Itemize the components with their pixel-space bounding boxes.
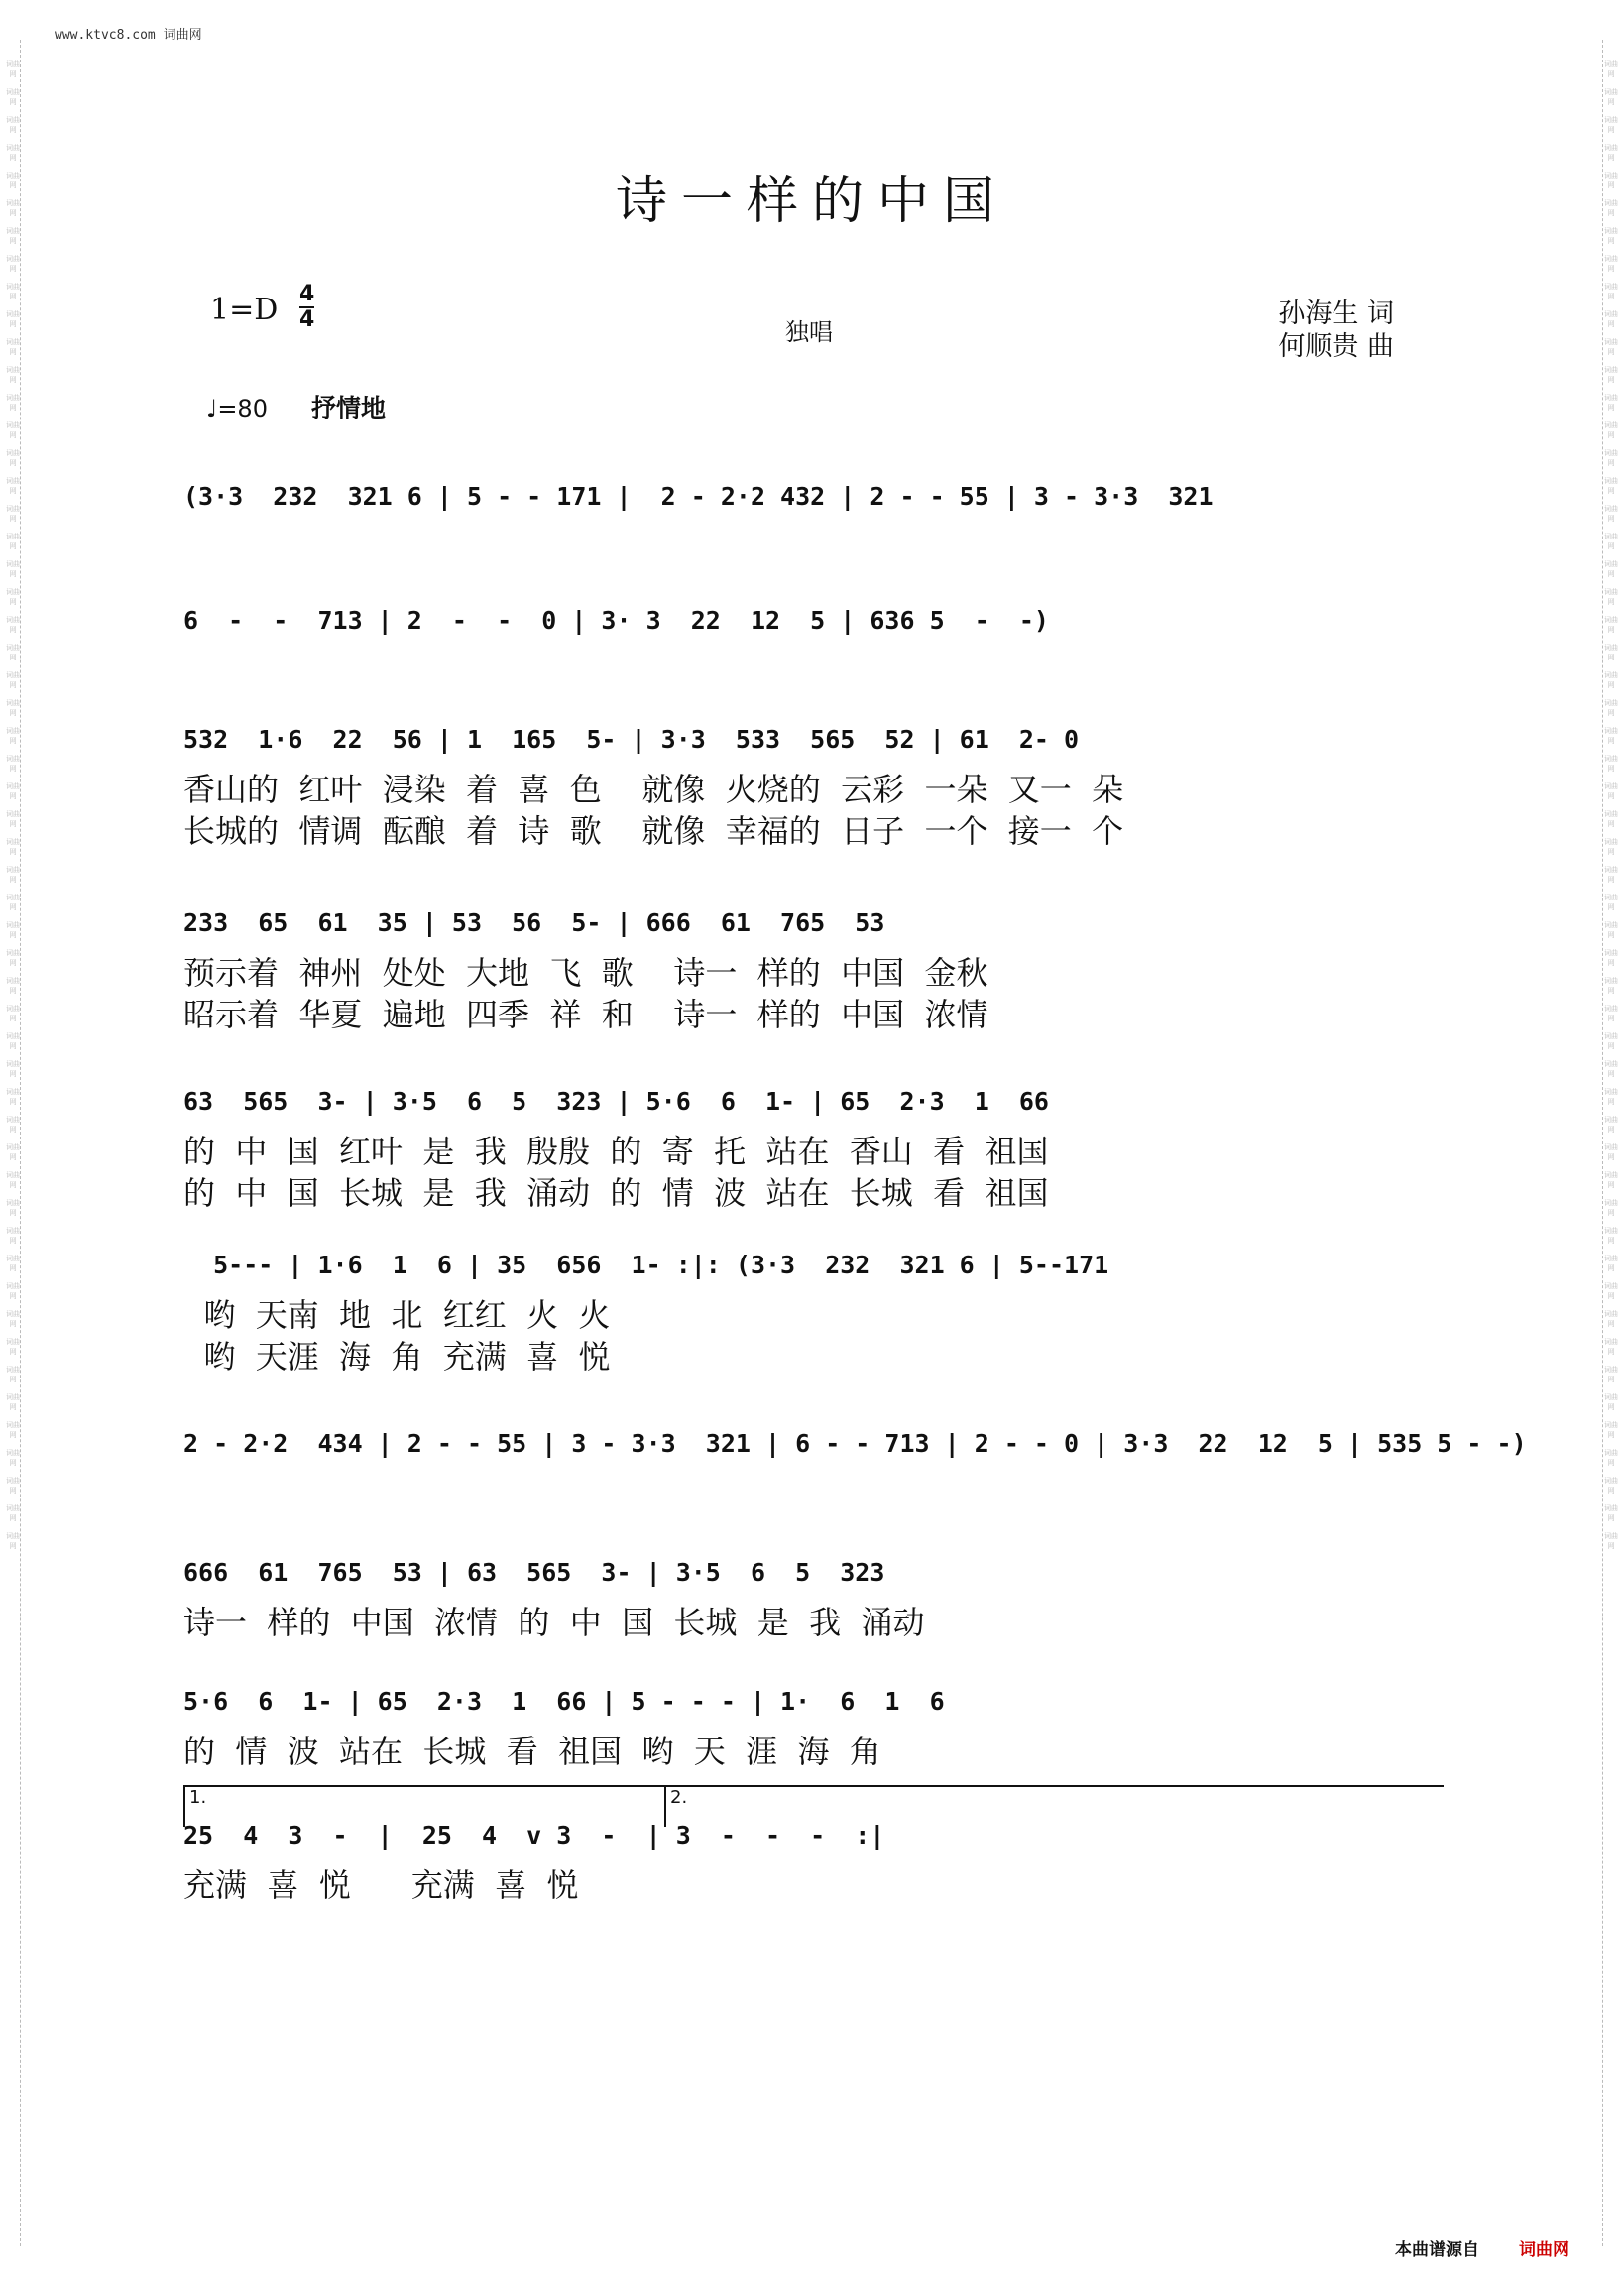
lyric-row: 香山的 红叶 浸染 着 喜 色 就像 火烧的 云彩 一朵 又一 朵	[183, 771, 1124, 808]
lyric-row: 诗一 样的 中国 浓情 的 中 国 长城 是 我 涌动	[183, 1604, 925, 1641]
composer: 何顺贵 曲	[1278, 331, 1394, 362]
notation-row: 532 1·6 22 56 | 1 165 5- | 3·3 533 565 52 | 61 2- 0	[183, 724, 1080, 754]
notation-row: 6 - - 713 | 2 - - 0 | 3· 3 22 12 5 | 636 5 - -)	[183, 605, 1049, 635]
time-signature-bottom: 4	[299, 307, 315, 332]
volta-bracket-1: 1.	[183, 1785, 665, 1827]
credits	[1278, 298, 1394, 363]
score-line	[183, 893, 1443, 1035]
lyric-row: 的 情 波 站在 长城 看 祖国 哟 天 涯 海 角	[183, 1733, 881, 1770]
notation-row: 666 61 765 53 | 63 565 3- | 3·5 6 5 323	[183, 1557, 885, 1587]
notation-row: (3·3 232 321 6 | 5 - - 171 | 2 - 2·2 432 | 2 - - 55 | 3 - 3·3 321	[183, 481, 1228, 511]
score-line	[183, 1235, 1443, 1378]
score-line	[183, 1671, 1443, 1772]
score-line	[183, 1542, 1443, 1643]
volta-bracket-2: 2.	[664, 1785, 1444, 1827]
lyric-row: 哟 天南 地 北 红红 火 火	[183, 1296, 611, 1334]
score-line	[183, 1071, 1443, 1214]
footer	[1395, 2235, 1569, 2260]
footer-source: 本曲谱源自	[1395, 2240, 1479, 2260]
tempo-marking	[206, 389, 386, 424]
notation-row: 233 65 61 35 | 53 56 5- | 666 61 765 53	[183, 907, 885, 937]
lyric-row: 充满 喜 悦 充满 喜 悦	[183, 1866, 579, 1904]
lyricist: 孙海生 词	[1278, 299, 1394, 329]
lyric-row: 的 中 国 长城 是 我 涌动 的 情 波 站在 长城 看 祖国	[183, 1174, 1049, 1212]
score-line	[183, 466, 1443, 526]
left-dashed-border	[20, 40, 22, 2246]
left-edge-watermark: 词曲网 词曲网 词曲网 词曲网 词曲网 词曲网 词曲网 词曲网 词曲网 词曲网 词曲网 词曲网 词曲网 词曲网 词曲网 词曲网 词曲网 词曲网 词曲网 词曲网 词曲网 词曲网 词曲网 词曲网 词曲网 词曲网 词曲网 词曲网 词曲网 词曲网 词曲网 词曲网 词曲网 词曲网 词曲网 词曲网 词曲网 词曲网 词曲网 词曲网 词曲网 词曲网 词曲网 词曲网 词曲网 词曲网 词曲网 词曲网 词曲网 词曲网 词曲网 词曲网 词曲网 词曲网	[6, 60, 20, 1550]
notation-row: 5--- | 1·6 1 6 | 35 656 1- :|: (3·3 232 321 6 | 5--171	[183, 1250, 1109, 1279]
time-signature	[299, 283, 314, 332]
key-signature: 1=D	[210, 293, 279, 327]
score-line	[183, 590, 1443, 650]
notation-row: 5·6 6 1- | 65 2·3 1 66 | 5 - - - | 1· 6 1 6	[183, 1686, 945, 1716]
notation-row: 63 565 3- | 3·5 6 5 323 | 5·6 6 1- | 65 2·3 1 66	[183, 1086, 1049, 1116]
expression-mark: 抒情地	[310, 394, 386, 422]
right-edge-watermark: 词曲网 词曲网 词曲网 词曲网 词曲网 词曲网 词曲网 词曲网 词曲网 词曲网 词曲网 词曲网 词曲网 词曲网 词曲网 词曲网 词曲网 词曲网 词曲网 词曲网 词曲网 词曲网 词曲网 词曲网 词曲网 词曲网 词曲网 词曲网 词曲网 词曲网 词曲网 词曲网 词曲网 词曲网 词曲网 词曲网 词曲网 词曲网 词曲网 词曲网 词曲网 词曲网 词曲网 词曲网 词曲网 词曲网 词曲网 词曲网 词曲网 词曲网 词曲网 词曲网 词曲网 词曲网	[1604, 60, 1618, 1550]
lyric-row: 昭示着 华夏 遍地 四季 祥 和 诗一 样的 中国 浓情	[183, 996, 988, 1033]
score-line	[183, 1413, 1527, 1473]
song-title: 诗一样的中国	[615, 172, 1008, 231]
lyric-row: 的 中 国 红叶 是 我 殷殷 的 寄 托 站在 香山 看 祖国	[183, 1133, 1049, 1170]
lyric-row: 长城的 情调 酝酿 着 诗 歌 就像 幸福的 日子 一个 接一 个	[183, 812, 1124, 850]
footer-brand: 词曲网	[1519, 2240, 1569, 2260]
notation-row: 2 - 2·2 434 | 2 - - 55 | 3 - 3·3 321 | 6 - - 713 | 2 - - 0 | 3·3 22 12 5 | 535 5 - -)	[183, 1428, 1527, 1458]
score-line	[183, 709, 1443, 852]
performance-type: 独唱	[785, 318, 833, 346]
lyric-row: 哟 天涯 海 角 充满 喜 悦	[183, 1338, 611, 1376]
tempo-value: ♩=80	[206, 395, 268, 422]
notation-row: 25 4 3 - | 25 4 v 3 - | 3 - - - :|	[183, 1820, 885, 1850]
site-url: www.ktvc8.com 词曲网	[55, 28, 202, 43]
time-signature-top: 4	[299, 282, 315, 306]
lyric-row: 预示着 神州 处处 大地 飞 歌 诗一 样的 中国 金秋	[183, 954, 988, 992]
